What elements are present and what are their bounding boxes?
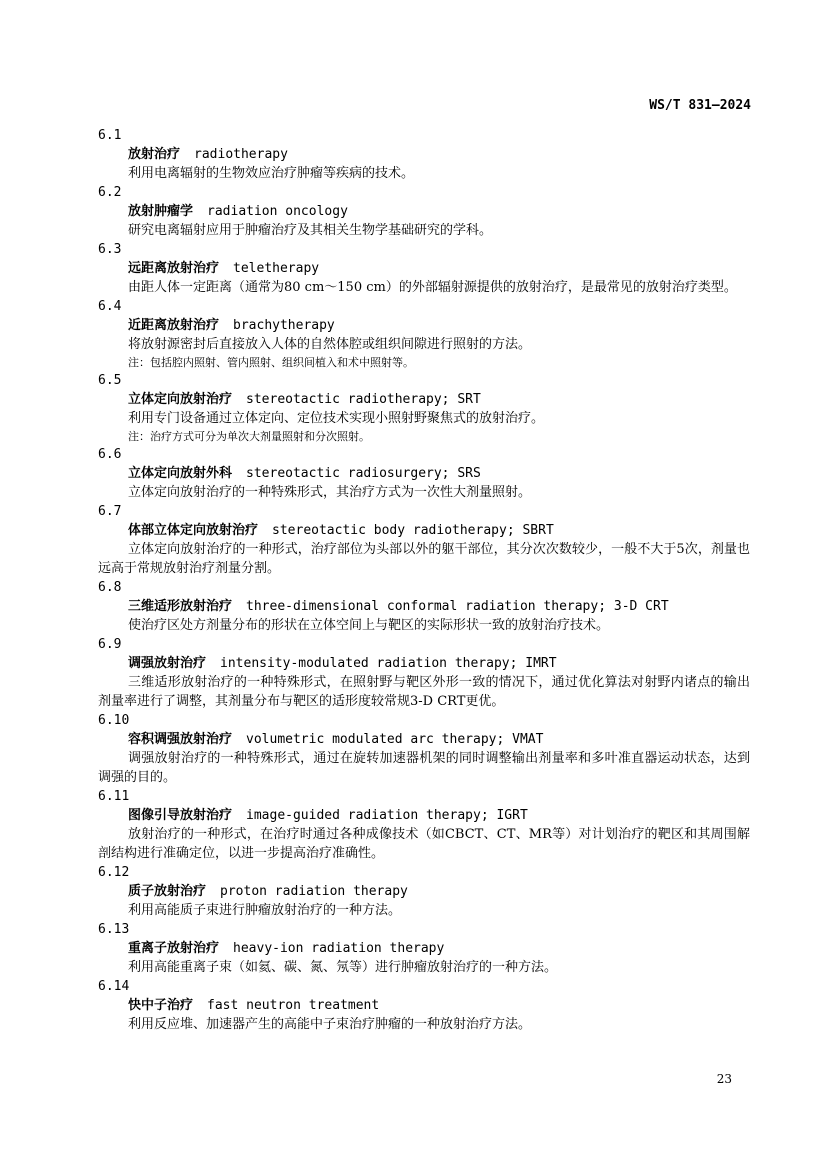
- term-title: [98, 597, 750, 616]
- term-zh: 放射肿瘤学: [128, 204, 194, 219]
- term-number: 6.2: [98, 185, 122, 200]
- term-entry: [98, 183, 750, 240]
- term-entry: [98, 635, 750, 711]
- term-entry: [98, 787, 750, 863]
- term-title: [98, 654, 750, 673]
- term-number: 6.8: [98, 580, 122, 595]
- term-title: [98, 464, 750, 483]
- standard-code: WS/T 831—2024: [649, 98, 751, 113]
- term-entry: [98, 371, 750, 445]
- term-en: heavy-ion radiation therapy: [233, 941, 445, 956]
- term-zh: 近距离放射治疗: [128, 318, 220, 333]
- term-definition: 利用反应堆、加速器产生的高能中子束治疗肿瘤的一种放射治疗方法。: [128, 1017, 532, 1032]
- term-title: [98, 390, 750, 409]
- term-definition: 由距人体一定距离（通常为80 cm～150 cm）的外部辐射源提供的放射治疗，是最常见的放射治疗类型。: [128, 280, 737, 295]
- term-title: [98, 259, 750, 278]
- term-number: 6.5: [98, 373, 122, 388]
- term-definition: 研究电离辐射应用于肿瘤治疗及其相关生物学基础研究的学科。: [128, 223, 493, 238]
- term-number: 6.3: [98, 242, 122, 257]
- term-zh: 放射治疗: [128, 147, 181, 162]
- term-title: [98, 882, 750, 901]
- term-title: [98, 202, 750, 221]
- term-number: 6.4: [98, 299, 122, 314]
- page-number: 23: [716, 1072, 732, 1086]
- term-title: [98, 806, 750, 825]
- term-entry: [98, 126, 750, 183]
- term-title: [98, 521, 750, 540]
- term-en: radiation oncology: [207, 204, 348, 219]
- term-en: stereotactic radiosurgery; SRS: [246, 466, 481, 481]
- term-definition: 立体定向放射治疗的一种特殊形式，其治疗方式为一次性大剂量照射。: [128, 485, 532, 500]
- term-zh: 立体定向放射外科: [128, 466, 233, 481]
- term-en: fast neutron treatment: [207, 998, 380, 1013]
- term-list: [98, 126, 750, 1034]
- term-number: 6.6: [98, 447, 122, 462]
- term-definition: 利用高能质子束进行肿瘤放射治疗的一种方法。: [128, 903, 402, 918]
- term-entry: [98, 863, 750, 920]
- term-definition: 调强放射治疗的一种特殊形式，通过在旋转加速器机架的同时调整输出剂量率和多叶准直器运动状态，达到调强的目的。: [98, 751, 750, 785]
- term-number: 6.11: [98, 789, 130, 804]
- term-definition: 利用高能重离子束（如氦、碳、氮、氖等）进行肿瘤放射治疗的一种方法。: [128, 960, 558, 975]
- term-zh: 重离子放射治疗: [128, 941, 220, 956]
- term-zh: 远距离放射治疗: [128, 261, 220, 276]
- term-definition: 将放射源密封后直接放入人体的自然体腔或组织间隙进行照射的方法。: [128, 337, 532, 352]
- term-definition: 利用专门设备通过立体定向、定位技术实现小照射野聚焦式的放射治疗。: [128, 411, 545, 426]
- term-entry: [98, 578, 750, 635]
- term-definition: 利用电离辐射的生物效应治疗肿瘤等疾病的技术。: [128, 166, 415, 181]
- term-number: 6.13: [98, 922, 130, 937]
- term-en: image-guided radiation therapy; IGRT: [246, 808, 528, 823]
- term-note: 注：治疗方式可分为单次大剂量照射和分次照射。: [128, 430, 370, 443]
- term-definition: 使治疗区处方剂量分布的形状在立体空间上与靶区的实际形状一致的放射治疗技术。: [128, 618, 610, 633]
- term-number: 6.10: [98, 713, 130, 728]
- term-definition: 立体定向放射治疗的一种形式，治疗部位为头部以外的躯干部位，其分次次数较少，一般不大于5次，剂量也远高于常规放射治疗剂量分割。: [98, 542, 750, 576]
- term-en: radiotherapy: [194, 147, 288, 162]
- term-zh: 质子放射治疗: [128, 884, 207, 899]
- term-zh: 容积调强放射治疗: [128, 732, 233, 747]
- term-number: 6.7: [98, 504, 122, 519]
- term-en: three-dimensional conformal radiation therapy; 3-D CRT: [246, 599, 669, 614]
- term-number: 6.9: [98, 637, 122, 652]
- term-zh: 立体定向放射治疗: [128, 392, 233, 407]
- term-en: brachytherapy: [233, 318, 335, 333]
- term-en: volumetric modulated arc therapy; VMAT: [246, 732, 544, 747]
- term-zh: 图像引导放射治疗: [128, 808, 233, 823]
- term-title: [98, 939, 750, 958]
- term-title: [98, 730, 750, 749]
- term-en: proton radiation therapy: [220, 884, 408, 899]
- term-zh: 快中子治疗: [128, 998, 194, 1013]
- term-title: [98, 145, 750, 164]
- term-entry: [98, 920, 750, 977]
- term-entry: [98, 502, 750, 578]
- term-en: stereotactic body radiotherapy; SBRT: [272, 523, 554, 538]
- term-entry: [98, 297, 750, 371]
- term-entry: [98, 445, 750, 502]
- term-en: stereotactic radiotherapy; SRT: [246, 392, 481, 407]
- term-note: 注：包括腔内照射、管内照射、组织间植入和术中照射等。: [128, 356, 414, 369]
- term-zh: 调强放射治疗: [128, 656, 207, 671]
- term-number: 6.12: [98, 865, 130, 880]
- term-title: [98, 996, 750, 1015]
- term-number: 6.1: [98, 128, 122, 143]
- term-entry: [98, 711, 750, 787]
- term-entry: [98, 240, 750, 297]
- term-en: teletherapy: [233, 261, 320, 276]
- term-zh: 三维适形放射治疗: [128, 599, 233, 614]
- term-en: intensity-modulated radiation therapy; IMRT: [220, 656, 557, 671]
- term-definition: 三维适形放射治疗的一种特殊形式，在照射野与靶区外形一致的情况下，通过优化算法对射野内诸点的输出剂量率进行了调整，其剂量分布与靶区的适形度较常规3-D CRT更优。: [98, 675, 750, 709]
- term-entry: [98, 977, 750, 1034]
- term-definition: 放射治疗的一种形式，在治疗时通过各种成像技术（如CBCT、CT、MR等）对计划治疗的靶区和其周围解剖结构进行准确定位，以进一步提高治疗准确性。: [98, 827, 750, 861]
- term-title: [98, 316, 750, 335]
- term-zh: 体部立体定向放射治疗: [128, 523, 259, 538]
- term-number: 6.14: [98, 979, 130, 994]
